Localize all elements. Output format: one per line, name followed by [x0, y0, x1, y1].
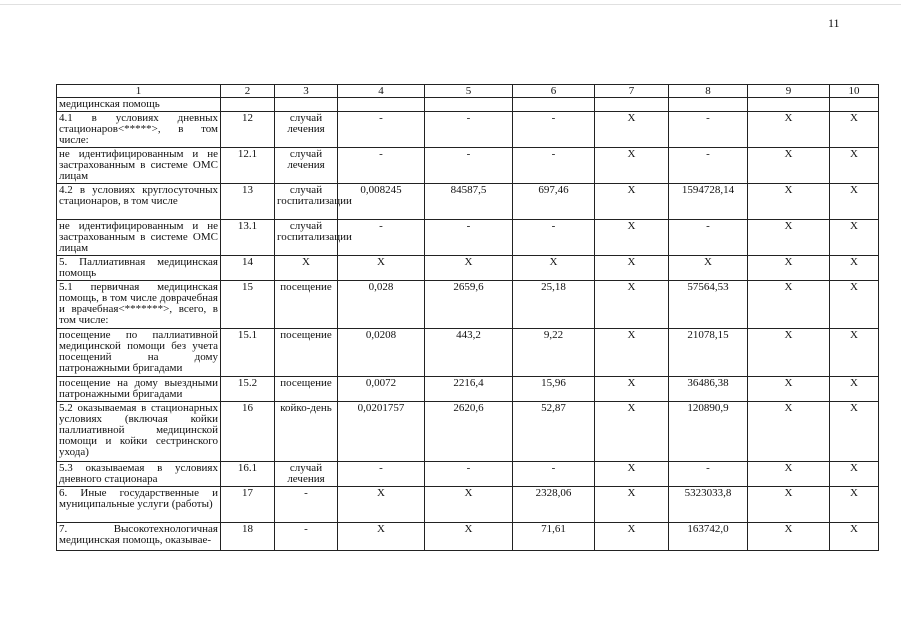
unit-of-measure: - [275, 487, 338, 523]
col-10-value: X [830, 523, 879, 551]
col-7-value: X [595, 462, 669, 487]
unit-of-measure: случай лечения [275, 148, 338, 184]
total-cost: - [669, 220, 748, 256]
header-cell: 3 [275, 85, 338, 98]
col-9-value: X [748, 462, 830, 487]
per-capita-norm [513, 98, 595, 112]
per-capita-norm: 697,46 [513, 184, 595, 220]
col-7-value: X [595, 112, 669, 148]
header-cell: 1 [57, 85, 221, 98]
col-9-value: X [748, 523, 830, 551]
cost-norm-per-unit: 2216,4 [425, 377, 513, 402]
row-number: 16 [221, 402, 275, 462]
col-9-value: X [748, 220, 830, 256]
table-row [57, 98, 879, 112]
col-7-value: X [595, 281, 669, 329]
volume-norm: - [338, 220, 425, 256]
table-row [57, 220, 879, 256]
row-description: 4.2 в условиях круглосуточных стационаров, в том числе [57, 184, 221, 220]
col-9-value: X [748, 148, 830, 184]
financial-norms-table [56, 84, 879, 551]
cost-norm-per-unit: 443,2 [425, 329, 513, 377]
table-body [57, 85, 879, 551]
volume-norm: - [338, 462, 425, 487]
col-7-value: X [595, 220, 669, 256]
total-cost: - [669, 112, 748, 148]
cost-norm-per-unit: - [425, 112, 513, 148]
row-description: медицинская помощь [57, 98, 221, 112]
volume-norm: - [338, 148, 425, 184]
row-number: 17 [221, 487, 275, 523]
unit-of-measure: случай госпитализации [275, 184, 338, 220]
row-description: 6. Иные государственные и муниципальные услуги (работы) [57, 487, 221, 523]
col-10-value: X [830, 220, 879, 256]
col-10-value: X [830, 281, 879, 329]
col-7-value [595, 98, 669, 112]
row-number: 15.2 [221, 377, 275, 402]
per-capita-norm: - [513, 220, 595, 256]
per-capita-norm: - [513, 112, 595, 148]
row-description: 5. Паллиативная медицинская помощь [57, 256, 221, 281]
unit-of-measure: X [275, 256, 338, 281]
header-cell: 8 [669, 85, 748, 98]
volume-norm: 0,0201757 [338, 402, 425, 462]
cost-norm-per-unit: 2659,6 [425, 281, 513, 329]
table-header-row [57, 85, 879, 98]
total-cost: 21078,15 [669, 329, 748, 377]
row-description: 4.1 в условиях дневных стационаров<*****>, в том числе: [57, 112, 221, 148]
total-cost: 57564,53 [669, 281, 748, 329]
table-row [57, 256, 879, 281]
total-cost: 120890,9 [669, 402, 748, 462]
per-capita-norm: X [513, 256, 595, 281]
unit-of-measure: койко-день [275, 402, 338, 462]
scan-artifact-line [0, 4, 901, 5]
per-capita-norm: 71,61 [513, 523, 595, 551]
col-7-value: X [595, 329, 669, 377]
per-capita-norm: 52,87 [513, 402, 595, 462]
col-9-value: X [748, 112, 830, 148]
col-10-value: X [830, 184, 879, 220]
col-10-value: X [830, 377, 879, 402]
cost-norm-per-unit: X [425, 487, 513, 523]
page-number: 11 [828, 16, 840, 30]
volume-norm: - [338, 112, 425, 148]
row-description: 5.3 оказываемая в условиях дневного стационара [57, 462, 221, 487]
total-cost [669, 98, 748, 112]
table-row [57, 523, 879, 551]
col-7-value: X [595, 377, 669, 402]
volume-norm: X [338, 523, 425, 551]
cost-norm-per-unit [425, 98, 513, 112]
volume-norm [338, 98, 425, 112]
cost-norm-per-unit: 84587,5 [425, 184, 513, 220]
row-description: не идентифицированным и не застрахованным в системе ОМС лицам [57, 148, 221, 184]
col-7-value: X [595, 402, 669, 462]
cost-norm-per-unit: - [425, 462, 513, 487]
cost-norm-per-unit: X [425, 256, 513, 281]
table-row [57, 148, 879, 184]
col-9-value: X [748, 256, 830, 281]
total-cost: - [669, 462, 748, 487]
header-cell: 6 [513, 85, 595, 98]
total-cost: 163742,0 [669, 523, 748, 551]
table-row [57, 329, 879, 377]
volume-norm: X [338, 256, 425, 281]
col-7-value: X [595, 184, 669, 220]
col-10-value: X [830, 256, 879, 281]
col-10-value [830, 98, 879, 112]
unit-of-measure: случай госпитализации [275, 220, 338, 256]
total-cost: 5323033,8 [669, 487, 748, 523]
volume-norm: 0,008245 [338, 184, 425, 220]
col-10-value: X [830, 462, 879, 487]
per-capita-norm: 25,18 [513, 281, 595, 329]
per-capita-norm: 9,22 [513, 329, 595, 377]
row-description: 7. Высокотехнологичная медицинская помощь, оказывае- [57, 523, 221, 551]
per-capita-norm: 15,96 [513, 377, 595, 402]
row-number: 18 [221, 523, 275, 551]
row-number: 15 [221, 281, 275, 329]
row-number [221, 98, 275, 112]
row-description: 5.1 первичная медицинская помощь, в том числе доврачебная и врачебная<*******>, всего, в том числе: [57, 281, 221, 329]
table-container [56, 84, 878, 551]
row-description: не идентифицированным и не застрахованным в системе ОМС лицам [57, 220, 221, 256]
total-cost: X [669, 256, 748, 281]
header-cell: 10 [830, 85, 879, 98]
table-row [57, 377, 879, 402]
col-9-value: X [748, 377, 830, 402]
per-capita-norm: - [513, 462, 595, 487]
unit-of-measure: случай лечения [275, 112, 338, 148]
cost-norm-per-unit: 2620,6 [425, 402, 513, 462]
col-10-value: X [830, 329, 879, 377]
col-10-value: X [830, 112, 879, 148]
volume-norm: 0,0208 [338, 329, 425, 377]
col-10-value: X [830, 487, 879, 523]
header-cell: 5 [425, 85, 513, 98]
col-9-value: X [748, 184, 830, 220]
col-9-value: X [748, 487, 830, 523]
row-number: 16.1 [221, 462, 275, 487]
volume-norm: X [338, 487, 425, 523]
unit-of-measure [275, 98, 338, 112]
col-10-value: X [830, 402, 879, 462]
col-10-value: X [830, 148, 879, 184]
table-row [57, 462, 879, 487]
unit-of-measure: посещение [275, 377, 338, 402]
table-row [57, 402, 879, 462]
row-number: 13 [221, 184, 275, 220]
unit-of-measure: посещение [275, 281, 338, 329]
table-row [57, 281, 879, 329]
row-number: 12 [221, 112, 275, 148]
col-9-value: X [748, 402, 830, 462]
cost-norm-per-unit: - [425, 148, 513, 184]
table-row [57, 112, 879, 148]
row-description: посещение на дому выездными патронажными бригадами [57, 377, 221, 402]
col-9-value: X [748, 281, 830, 329]
header-cell: 9 [748, 85, 830, 98]
table-row [57, 487, 879, 523]
row-number: 14 [221, 256, 275, 281]
row-number: 12.1 [221, 148, 275, 184]
unit-of-measure: - [275, 523, 338, 551]
volume-norm: 0,0072 [338, 377, 425, 402]
row-description: 5.2 оказываемая в стационарных условиях (включая койки паллиативной медицинской помощи и койки сестринского ухода) [57, 402, 221, 462]
total-cost: 36486,38 [669, 377, 748, 402]
table-row [57, 184, 879, 220]
unit-of-measure: случай лечения [275, 462, 338, 487]
total-cost: 1594728,14 [669, 184, 748, 220]
per-capita-norm: 2328,06 [513, 487, 595, 523]
col-9-value [748, 98, 830, 112]
col-7-value: X [595, 523, 669, 551]
total-cost: - [669, 148, 748, 184]
header-cell: 2 [221, 85, 275, 98]
row-number: 13.1 [221, 220, 275, 256]
header-cell: 7 [595, 85, 669, 98]
col-7-value: X [595, 148, 669, 184]
col-9-value: X [748, 329, 830, 377]
row-number: 15.1 [221, 329, 275, 377]
unit-of-measure: посещение [275, 329, 338, 377]
volume-norm: 0,028 [338, 281, 425, 329]
per-capita-norm: - [513, 148, 595, 184]
header-cell: 4 [338, 85, 425, 98]
cost-norm-per-unit: X [425, 523, 513, 551]
cost-norm-per-unit: - [425, 220, 513, 256]
col-7-value: X [595, 487, 669, 523]
col-7-value: X [595, 256, 669, 281]
row-description: посещение по паллиативной медицинской помощи без учета посещений на дому патронажными бригадами [57, 329, 221, 377]
